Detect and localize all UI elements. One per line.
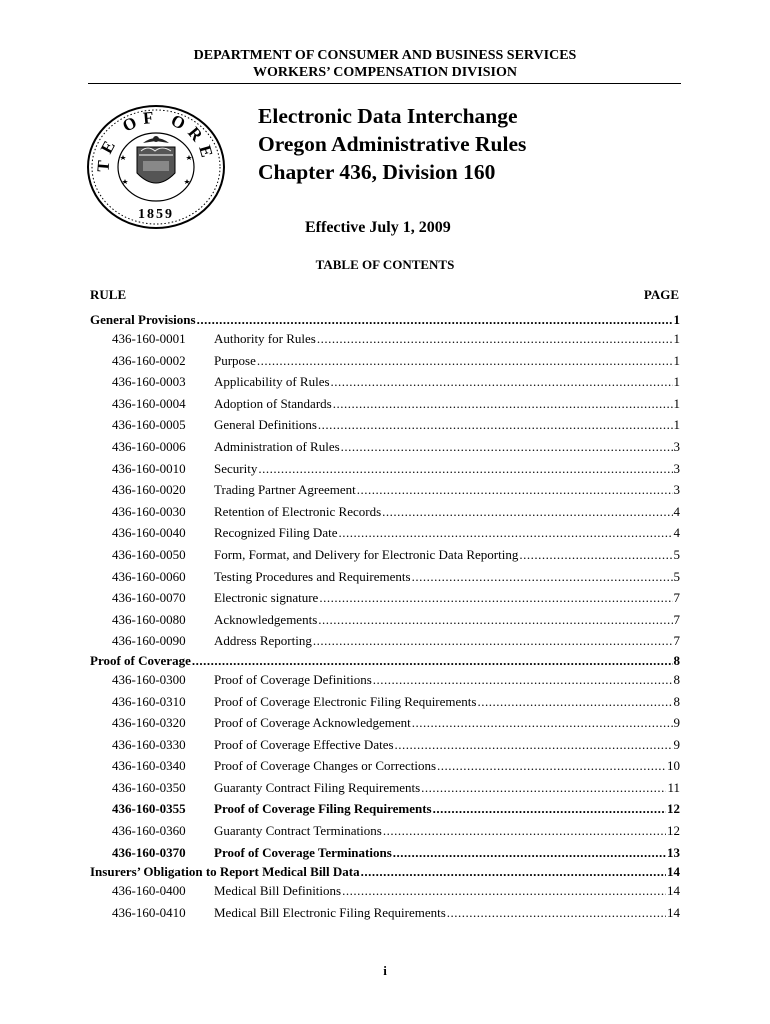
toc-leader-dots bbox=[519, 544, 672, 566]
toc-rule-number: 436-160-0320 bbox=[112, 715, 186, 731]
toc-rule-number: 436-160-0360 bbox=[112, 823, 186, 839]
toc-leader-dots bbox=[313, 630, 673, 652]
toc-rule-number: 436-160-0340 bbox=[112, 758, 186, 774]
toc-leader-dots bbox=[437, 755, 666, 777]
toc-leader-dots bbox=[382, 501, 672, 523]
toc-entry-title: Electronic signature bbox=[214, 590, 319, 606]
toc-entry-page: 12 bbox=[667, 801, 680, 817]
toc-entry-title: Authority for Rules bbox=[214, 331, 316, 346]
toc-entry[interactable] bbox=[90, 414, 680, 436]
toc-entry-page: 13 bbox=[667, 844, 680, 860]
toc-entry-title: Administration of Rules bbox=[214, 438, 340, 454]
department-name: DEPARTMENT OF CONSUMER AND BUSINESS SERVICES bbox=[193, 48, 577, 63]
seal-top-text: TE OF ORE bbox=[93, 107, 219, 173]
toc-entry-page: 1 bbox=[673, 395, 680, 411]
seal-year: 1859 bbox=[138, 207, 174, 222]
toc-entry[interactable] bbox=[90, 777, 680, 799]
effective-date: Effective July 1, 2009 bbox=[305, 219, 451, 236]
toc-rule-column-header: RULE bbox=[90, 287, 127, 302]
toc-entry-title: Acknowledgements bbox=[214, 611, 318, 627]
toc-entry-page: 5 bbox=[673, 568, 680, 584]
toc-leader-dots bbox=[342, 880, 666, 902]
division-name: WORKERS’ COMPENSATION DIVISION bbox=[253, 65, 517, 80]
toc-entry[interactable] bbox=[90, 436, 680, 458]
toc-leader-dots bbox=[197, 311, 673, 328]
toc-leader-dots bbox=[421, 777, 666, 799]
toc-leader-dots bbox=[319, 587, 672, 609]
toc-entry[interactable] bbox=[90, 712, 680, 734]
toc-leader-dots bbox=[257, 350, 673, 372]
toc-entry-title: Proof of Coverage Filing Requirements bbox=[214, 801, 432, 817]
oregon-state-seal-icon bbox=[85, 103, 227, 231]
toc-entry[interactable] bbox=[90, 458, 680, 480]
toc-entry-page: 1 bbox=[673, 374, 680, 390]
toc-entry[interactable] bbox=[90, 798, 680, 820]
toc-rule-number: 436-160-0400 bbox=[112, 883, 186, 899]
toc-entry-title: Recognized Filing Date bbox=[214, 525, 338, 541]
toc-entry[interactable] bbox=[90, 669, 680, 691]
toc-entry[interactable] bbox=[90, 479, 680, 501]
toc-entry-title: Purpose bbox=[214, 352, 256, 368]
toc-entry[interactable] bbox=[90, 371, 680, 393]
toc-leader-dots bbox=[361, 863, 666, 880]
toc-entry[interactable] bbox=[90, 566, 680, 588]
toc-rule-number: 436-160-0350 bbox=[112, 779, 186, 795]
toc-leader-dots bbox=[447, 902, 666, 924]
document-header bbox=[0, 47, 770, 81]
toc-rule-number: 436-160-0050 bbox=[112, 546, 186, 562]
toc-leader-dots bbox=[333, 393, 673, 415]
toc-rule-number: 436-160-0020 bbox=[112, 482, 186, 498]
toc-entry-page: 14 bbox=[667, 904, 680, 920]
toc-entry-title: Address Reporting bbox=[214, 633, 312, 649]
toc-entry-page: 10 bbox=[667, 758, 680, 774]
toc-entry[interactable] bbox=[90, 501, 680, 523]
toc-entry[interactable] bbox=[90, 880, 680, 902]
title-line-1: Electronic Data Interchange bbox=[258, 104, 518, 128]
toc-entry-page: 14 bbox=[667, 883, 680, 899]
title-line-2: Oregon Administrative Rules bbox=[258, 132, 527, 156]
toc-rule-number: 436-160-0060 bbox=[112, 568, 186, 584]
toc-entry-page: 9 bbox=[673, 715, 680, 731]
toc-entry-title: Proof of Coverage Changes or Corrections bbox=[214, 758, 437, 774]
toc-entry[interactable] bbox=[90, 820, 680, 842]
toc-entry-page: 7 bbox=[673, 633, 680, 649]
toc-rule-number: 436-160-0355 bbox=[112, 801, 186, 817]
toc-section-page: 8 bbox=[673, 652, 680, 668]
toc-heading: TABLE OF CONTENTS bbox=[315, 257, 455, 272]
toc-entry-page: 3 bbox=[673, 438, 680, 454]
toc-rule-number: 436-160-0080 bbox=[112, 611, 186, 627]
toc-entry[interactable] bbox=[90, 842, 680, 864]
toc-leader-dots bbox=[318, 414, 673, 436]
toc-section-page: 14 bbox=[667, 864, 680, 880]
toc-rule-number: 436-160-0003 bbox=[112, 374, 186, 390]
toc-entry-title: Proof of Coverage Terminations bbox=[214, 844, 392, 860]
document-title bbox=[258, 102, 526, 186]
toc-entry-page: 4 bbox=[673, 503, 680, 519]
toc-rule-number: 436-160-0006 bbox=[112, 438, 186, 454]
toc-entry-title: Proof of Coverage Electronic Filing Requirements bbox=[214, 693, 477, 709]
toc-entry-page: 8 bbox=[673, 671, 680, 687]
toc-entry-page: 11 bbox=[667, 779, 680, 795]
toc-entry-title: Adoption of Standards bbox=[214, 395, 332, 411]
toc-entry[interactable] bbox=[90, 393, 680, 415]
toc-entry-title: Proof of Coverage Definitions bbox=[214, 671, 372, 687]
toc-leader-dots bbox=[433, 798, 666, 820]
toc-entry-page: 1 bbox=[673, 352, 680, 368]
toc-entry[interactable] bbox=[90, 630, 680, 652]
toc-entry-title: Guaranty Contract Terminations bbox=[214, 823, 382, 839]
toc-entry-page: 7 bbox=[673, 590, 680, 606]
toc-entry-title: Proof of Coverage Effective Dates bbox=[214, 736, 394, 752]
toc-section-page: 1 bbox=[673, 312, 680, 327]
toc-entry-title: Trading Partner Agreement bbox=[214, 482, 356, 498]
toc-leader-dots bbox=[318, 609, 672, 631]
toc-entry[interactable] bbox=[90, 522, 680, 544]
toc-entry[interactable] bbox=[90, 328, 680, 350]
toc-section-title: Proof of Coverage bbox=[90, 652, 191, 668]
toc-entry-title: General Definitions bbox=[214, 417, 317, 433]
toc-rule-number: 436-160-0030 bbox=[112, 503, 186, 519]
toc-entry-page: 3 bbox=[673, 460, 680, 476]
toc-rule-number: 436-160-0040 bbox=[112, 525, 186, 541]
toc-entry-title: Medical Bill Definitions bbox=[214, 883, 342, 899]
toc-page-column-header: PAGE bbox=[643, 287, 679, 302]
toc-entry-page: 1 bbox=[673, 331, 680, 346]
toc-entry-page: 5 bbox=[673, 546, 680, 562]
toc-leader-dots bbox=[412, 712, 673, 734]
toc-rule-number: 436-160-0410 bbox=[112, 904, 186, 920]
toc-rule-number: 436-160-0310 bbox=[112, 693, 186, 709]
toc-leader-dots bbox=[258, 458, 672, 480]
toc-entry-page: 9 bbox=[673, 736, 680, 752]
toc-rule-number: 436-160-0010 bbox=[112, 460, 186, 476]
toc-section-title: Insurers’ Obligation to Report Medical Bill Data bbox=[90, 864, 360, 880]
toc-entry[interactable] bbox=[90, 609, 680, 631]
toc-section-heading[interactable] bbox=[90, 863, 680, 880]
toc-rule-number: 436-160-0004 bbox=[112, 395, 186, 411]
toc-entry[interactable] bbox=[90, 902, 680, 924]
toc-leader-dots bbox=[357, 479, 673, 501]
toc-rule-number: 436-160-0090 bbox=[112, 633, 186, 649]
toc-entry[interactable] bbox=[90, 755, 680, 777]
toc-entry-page: 1 bbox=[673, 417, 680, 433]
toc-leader-dots bbox=[317, 328, 673, 350]
toc-entry[interactable] bbox=[90, 587, 680, 609]
toc-entry[interactable] bbox=[90, 734, 680, 756]
toc-entry-page: 7 bbox=[673, 611, 680, 627]
table-of-contents bbox=[90, 311, 680, 923]
toc-rule-number: 436-160-0070 bbox=[112, 590, 186, 606]
page-number: i bbox=[383, 963, 387, 978]
toc-entry-title: Retention of Electronic Records bbox=[214, 503, 382, 519]
toc-leader-dots bbox=[383, 820, 666, 842]
toc-leader-dots bbox=[373, 669, 673, 691]
toc-leader-dots bbox=[192, 652, 673, 669]
toc-entry-title: Proof of Coverage Acknowledgement bbox=[214, 715, 411, 731]
toc-rule-number: 436-160-0370 bbox=[112, 844, 186, 860]
title-line-3: Chapter 436, Division 160 bbox=[258, 160, 496, 184]
toc-entry[interactable] bbox=[90, 350, 680, 372]
toc-entry-page: 12 bbox=[667, 823, 680, 839]
toc-section-heading[interactable] bbox=[90, 652, 680, 669]
toc-leader-dots bbox=[341, 436, 673, 458]
toc-entry[interactable] bbox=[90, 691, 680, 713]
toc-leader-dots bbox=[338, 522, 672, 544]
toc-entry-title: Medical Bill Electronic Filing Requirements bbox=[214, 904, 446, 920]
toc-entry-page: 4 bbox=[673, 525, 680, 541]
toc-leader-dots bbox=[412, 566, 673, 588]
toc-entry-page: 3 bbox=[673, 482, 680, 498]
toc-rule-number: 436-160-0330 bbox=[112, 736, 186, 752]
toc-leader-dots bbox=[395, 734, 673, 756]
toc-entry-page: 8 bbox=[673, 693, 680, 709]
toc-entry-title: Applicability of Rules bbox=[214, 374, 330, 390]
toc-rule-number: 436-160-0002 bbox=[112, 352, 186, 368]
toc-leader-dots bbox=[393, 842, 666, 864]
toc-leader-dots bbox=[477, 691, 672, 713]
toc-entry-title: Testing Procedures and Requirements bbox=[214, 568, 411, 584]
toc-leader-dots bbox=[331, 371, 673, 393]
toc-section-heading[interactable] bbox=[90, 311, 680, 328]
toc-entry[interactable] bbox=[90, 544, 680, 566]
toc-rule-number: 436-160-0001 bbox=[112, 331, 186, 346]
toc-rule-number: 436-160-0300 bbox=[112, 671, 186, 687]
header-divider bbox=[88, 83, 681, 84]
toc-rule-number: 436-160-0005 bbox=[112, 417, 186, 433]
toc-entry-title: Form, Format, and Delivery for Electronic Data Reporting bbox=[214, 546, 519, 562]
toc-entry-title: Security bbox=[214, 460, 258, 476]
toc-section-title: General Provisions bbox=[90, 312, 196, 327]
toc-entry-title: Guaranty Contract Filing Requirements bbox=[214, 779, 421, 795]
